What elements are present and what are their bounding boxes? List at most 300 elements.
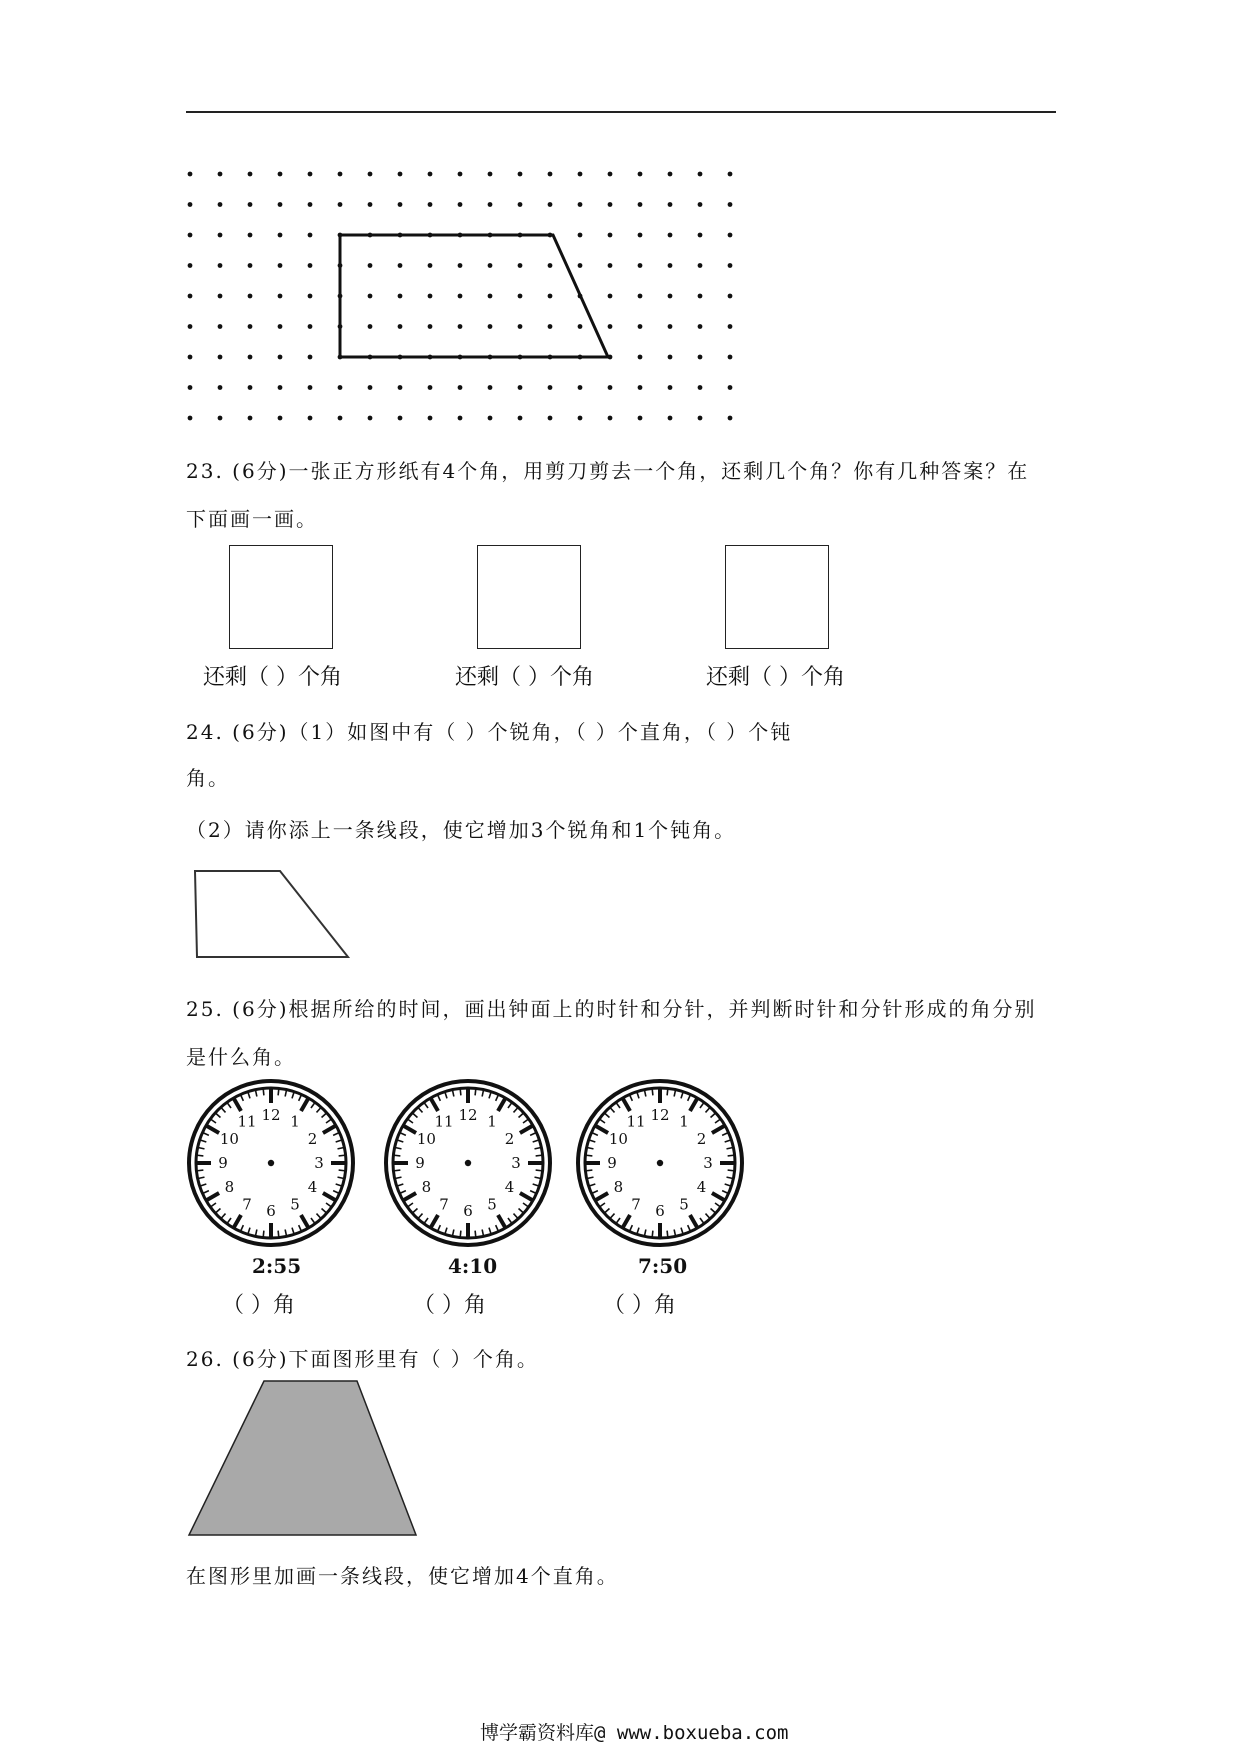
grid-dot: [218, 202, 223, 207]
grid-dot: [338, 172, 343, 177]
clock-numeral: 7: [242, 1195, 252, 1214]
minute-tick: [630, 1225, 632, 1230]
grid-dot: [398, 263, 403, 268]
grid-dot: [578, 385, 583, 390]
minute-tick: [588, 1148, 594, 1149]
minute-tick: [460, 1231, 461, 1237]
grid-dot: [248, 324, 253, 329]
clock-numeral: 5: [290, 1195, 300, 1214]
grid-dot: [668, 294, 673, 299]
minute-tick: [394, 1170, 400, 1171]
minute-tick: [475, 1231, 476, 1237]
clock-center-dot: [268, 1160, 274, 1166]
grid-dot: [518, 416, 523, 421]
clock-numeral: 9: [607, 1154, 617, 1172]
clock-answer-3: （ ）角: [603, 1293, 676, 1318]
q25-text-line1: 25. (6分)根据所给的时间，画出钟面上的时针和分针，并判断时针和分针形成的角分别: [186, 997, 1037, 1021]
minute-tick: [333, 1133, 338, 1135]
clock-numeral: 2: [504, 1130, 515, 1148]
clock-time-1: 2:55: [252, 1254, 302, 1278]
minute-tick: [418, 1108, 422, 1112]
minute-tick: [700, 1103, 704, 1108]
minute-tick: [460, 1089, 461, 1095]
minute-tick: [413, 1209, 417, 1213]
clock-numeral: 5: [487, 1195, 497, 1214]
grid-dot: [518, 324, 523, 329]
grid-dot: [728, 233, 733, 238]
grid-dot: [698, 202, 703, 207]
minute-tick: [475, 1089, 476, 1095]
clock-numeral: 11: [237, 1112, 257, 1131]
minute-tick: [228, 1218, 232, 1223]
grid-dot: [458, 172, 463, 177]
minute-tick: [201, 1184, 207, 1186]
clock-numeral: 2: [307, 1130, 318, 1148]
q23-answer-2: 还剩（ ）个角: [455, 665, 594, 690]
grid-dot: [338, 385, 343, 390]
grid-dot: [248, 202, 253, 207]
minute-tick: [617, 1218, 621, 1223]
minute-tick: [438, 1225, 440, 1230]
clock-numeral: 1: [679, 1112, 689, 1131]
minute-tick: [398, 1184, 404, 1186]
grid-dot: [638, 355, 643, 360]
grid-dot: [218, 385, 223, 390]
minute-tick: [445, 1228, 447, 1234]
grid-dot: [308, 294, 313, 299]
q23-text-line2: 下面画一画。: [186, 507, 318, 531]
grid-dot: [548, 202, 553, 207]
grid-dot: [428, 324, 433, 329]
grid-dot: [188, 385, 193, 390]
grid-dot: [398, 294, 403, 299]
minute-tick: [645, 1091, 646, 1097]
minute-tick: [322, 1209, 326, 1213]
hour-tick: [690, 1099, 697, 1111]
minute-tick: [519, 1113, 523, 1117]
minute-tick: [338, 1177, 344, 1178]
grid-dot: [668, 263, 673, 268]
minute-tick: [221, 1108, 225, 1112]
q23-text-line1: 23. (6分)一张正方形纸有4个角，用剪刀剪去一个角，还剩几个角？你有几种答案？在: [186, 459, 1030, 483]
minute-tick: [711, 1113, 715, 1117]
grid-dot: [308, 385, 313, 390]
hour-tick: [596, 1193, 608, 1200]
grid-dot: [698, 416, 703, 421]
minute-tick: [523, 1203, 528, 1207]
grid-dot: [548, 324, 553, 329]
clock-numeral: 8: [421, 1178, 432, 1196]
grid-dot: [398, 385, 403, 390]
grid-dot: [488, 263, 493, 268]
minute-tick: [617, 1103, 621, 1108]
clock-numeral: 3: [511, 1154, 521, 1172]
minute-tick: [514, 1214, 518, 1218]
minute-tick: [211, 1203, 216, 1207]
clock-numeral: 7: [439, 1195, 449, 1214]
minute-tick: [530, 1191, 535, 1193]
minute-tick: [278, 1089, 279, 1095]
minute-tick: [637, 1228, 639, 1234]
clock-numeral: 10: [416, 1130, 436, 1148]
minute-tick: [645, 1230, 646, 1236]
minute-tick: [586, 1155, 592, 1156]
minute-tick: [530, 1133, 535, 1135]
minute-tick: [688, 1095, 690, 1100]
minute-tick: [438, 1095, 440, 1100]
hour-tick: [520, 1126, 532, 1133]
q26-trapezoid-figure: [185, 1378, 425, 1538]
grid-dot: [638, 294, 643, 299]
grid-dot: [218, 416, 223, 421]
clock-numeral: 3: [314, 1154, 324, 1172]
minute-tick: [256, 1091, 257, 1097]
minute-tick: [418, 1214, 422, 1218]
grid-dot: [578, 172, 583, 177]
grid-dot: [428, 385, 433, 390]
minute-tick: [216, 1209, 220, 1213]
clock-center-dot: [657, 1160, 663, 1166]
grid-dot: [638, 385, 643, 390]
grid-dot: [278, 294, 283, 299]
minute-tick: [706, 1108, 710, 1112]
clock-face-3: [575, 1078, 745, 1248]
grid-dot: [638, 202, 643, 207]
clock-numeral: 10: [608, 1130, 628, 1148]
minute-tick: [674, 1091, 675, 1097]
minute-tick: [536, 1170, 542, 1171]
q24-text-line1: 24. (6分)（1）如图中有（ ）个锐角，（ ）个直角，（ ）个钝: [186, 720, 793, 744]
clock-numeral: 7: [631, 1195, 641, 1214]
minute-tick: [228, 1103, 232, 1108]
minute-tick: [394, 1155, 400, 1156]
grid-dot: [248, 294, 253, 299]
grid-dot: [278, 416, 283, 421]
grid-dot: [518, 385, 523, 390]
grid-dot: [458, 416, 463, 421]
grid-dot: [428, 172, 433, 177]
clock-numeral: 8: [613, 1178, 624, 1196]
dot-grid: [188, 172, 733, 421]
grid-dot: [488, 416, 493, 421]
grid-dot: [278, 263, 283, 268]
minute-tick: [610, 1108, 614, 1112]
q23-answer-3: 还剩（ ）个角: [706, 665, 845, 690]
hour-tick: [498, 1215, 505, 1227]
minute-tick: [496, 1095, 498, 1100]
grid-dot: [308, 355, 313, 360]
minute-tick: [533, 1184, 539, 1186]
q24-quadrilateral: [195, 871, 348, 957]
minute-tick: [588, 1177, 594, 1178]
grid-dot: [578, 324, 583, 329]
hour-tick: [623, 1215, 630, 1227]
minute-tick: [339, 1155, 345, 1156]
grid-dot: [458, 385, 463, 390]
minute-tick: [727, 1148, 733, 1149]
minute-tick: [396, 1148, 402, 1149]
minute-tick: [256, 1230, 257, 1236]
minute-tick: [722, 1133, 727, 1135]
q24-quadrilateral-figure: [190, 865, 360, 965]
grid-dot: [548, 416, 553, 421]
q26-text-line1: 26. (6分)下面图形里有（ ）个角。: [186, 1347, 539, 1371]
minute-tick: [489, 1093, 491, 1099]
grid-dot: [578, 233, 583, 238]
grid-dot: [668, 324, 673, 329]
minute-tick: [523, 1120, 528, 1124]
grid-dot: [428, 294, 433, 299]
minute-tick: [338, 1148, 344, 1149]
grid-dot: [218, 355, 223, 360]
clock-numeral: 4: [504, 1178, 515, 1196]
minute-tick: [715, 1203, 720, 1207]
grid-dot: [398, 416, 403, 421]
q26-trapezoid: [189, 1381, 416, 1535]
grid-dot: [608, 202, 613, 207]
grid-dot: [308, 202, 313, 207]
grid-dot: [398, 324, 403, 329]
grid-dot: [488, 202, 493, 207]
minute-tick: [482, 1091, 483, 1097]
minute-tick: [326, 1120, 331, 1124]
clock-numeral: 4: [696, 1178, 707, 1196]
grid-dot: [638, 172, 643, 177]
grid-dot: [698, 385, 703, 390]
hour-tick: [323, 1126, 335, 1133]
clock-numeral: 1: [487, 1112, 497, 1131]
hour-tick: [596, 1126, 608, 1133]
hour-tick: [623, 1099, 630, 1111]
clock-numeral: 6: [655, 1202, 665, 1220]
grid-dot: [698, 324, 703, 329]
minute-tick: [535, 1148, 541, 1149]
grid-dot: [188, 263, 193, 268]
clock-numeral: 12: [650, 1106, 670, 1124]
minute-tick: [263, 1089, 264, 1095]
hour-tick: [498, 1099, 505, 1111]
minute-tick: [199, 1177, 205, 1178]
minute-tick: [216, 1113, 220, 1117]
minute-tick: [322, 1113, 326, 1117]
clock-time-3: 7:50: [638, 1254, 688, 1278]
clock-face-1: [186, 1078, 356, 1248]
minute-tick: [600, 1203, 605, 1207]
footer-watermark: 博学霸资料库@ www.boxueba.com: [480, 1722, 789, 1744]
minute-tick: [586, 1170, 592, 1171]
grid-dot: [668, 202, 673, 207]
grid-dot: [188, 172, 193, 177]
grid-dot: [368, 172, 373, 177]
grid-dot: [608, 324, 613, 329]
grid-dot: [188, 294, 193, 299]
minute-tick: [285, 1091, 286, 1097]
grid-dot: [578, 416, 583, 421]
minute-tick: [425, 1103, 429, 1108]
clock-time-2: 4:10: [448, 1254, 498, 1278]
grid-dot: [728, 263, 733, 268]
grid-dot: [218, 172, 223, 177]
grid-dot: [668, 355, 673, 360]
hour-tick: [404, 1126, 416, 1133]
hour-tick: [712, 1126, 724, 1133]
hour-tick: [712, 1193, 724, 1200]
minute-tick: [413, 1113, 417, 1117]
grid-dot: [428, 263, 433, 268]
minute-tick: [728, 1155, 734, 1156]
grid-dot: [548, 294, 553, 299]
grid-dot: [518, 202, 523, 207]
grid-dot: [368, 263, 373, 268]
minute-tick: [727, 1177, 733, 1178]
grid-dot: [278, 202, 283, 207]
minute-tick: [336, 1184, 342, 1186]
hour-tick: [520, 1193, 532, 1200]
grid-dot: [458, 263, 463, 268]
grid-dot: [698, 263, 703, 268]
grid-dot: [668, 385, 673, 390]
grid-dot: [488, 324, 493, 329]
minute-tick: [630, 1095, 632, 1100]
minute-tick: [396, 1177, 402, 1178]
grid-dot: [548, 263, 553, 268]
grid-dot: [608, 263, 613, 268]
minute-tick: [610, 1214, 614, 1218]
grid-dot: [728, 202, 733, 207]
grid-dot: [578, 263, 583, 268]
minute-tick: [248, 1228, 250, 1234]
grid-dot: [278, 233, 283, 238]
grid-dot: [458, 324, 463, 329]
minute-tick: [496, 1225, 498, 1230]
grid-dot: [218, 294, 223, 299]
minute-tick: [317, 1214, 321, 1218]
grid-dot: [278, 172, 283, 177]
minute-tick: [339, 1170, 345, 1171]
hour-tick: [301, 1099, 308, 1111]
grid-dot: [638, 416, 643, 421]
minute-tick: [706, 1214, 710, 1218]
minute-tick: [197, 1155, 203, 1156]
minute-tick: [292, 1228, 294, 1234]
grid-dot: [398, 202, 403, 207]
grid-dot: [548, 385, 553, 390]
minute-tick: [408, 1120, 413, 1124]
grid-dot: [338, 202, 343, 207]
grid-dot: [608, 233, 613, 238]
grid-dot: [488, 385, 493, 390]
grid-dot: [458, 202, 463, 207]
minute-tick: [652, 1231, 653, 1237]
clock-numeral: 8: [224, 1178, 235, 1196]
grid-dot: [278, 385, 283, 390]
header-rule: [186, 111, 1056, 113]
grid-dot: [278, 355, 283, 360]
q24-text-line2: 角。: [186, 766, 230, 790]
grid-dot: [218, 263, 223, 268]
minute-tick: [592, 1191, 597, 1193]
hour-tick: [207, 1126, 219, 1133]
minute-tick: [489, 1228, 491, 1234]
grid-dot: [368, 385, 373, 390]
minute-tick: [336, 1140, 342, 1142]
minute-tick: [725, 1140, 731, 1142]
minute-tick: [533, 1140, 539, 1142]
grid-dot: [248, 385, 253, 390]
clock-numeral: 5: [679, 1195, 689, 1214]
grid-dot: [368, 202, 373, 207]
q24-text-line3: （2）请你添上一条线段，使它增加3个锐角和1个钝角。: [186, 818, 737, 842]
grid-dot: [638, 324, 643, 329]
minute-tick: [203, 1191, 208, 1193]
minute-tick: [535, 1177, 541, 1178]
minute-tick: [425, 1218, 429, 1223]
minute-tick: [311, 1218, 315, 1223]
grid-trapezoid: [340, 235, 608, 357]
minute-tick: [311, 1103, 315, 1108]
minute-tick: [700, 1218, 704, 1223]
minute-tick: [514, 1108, 518, 1112]
minute-tick: [715, 1120, 720, 1124]
clock-numeral: 10: [219, 1130, 239, 1148]
minute-tick: [592, 1133, 597, 1135]
minute-tick: [197, 1170, 203, 1171]
grid-dot: [698, 355, 703, 360]
minute-tick: [211, 1120, 216, 1124]
minute-tick: [637, 1093, 639, 1099]
grid-dot: [698, 294, 703, 299]
hour-tick: [207, 1193, 219, 1200]
q26-text-line2: 在图形里加画一条线段，使它增加4个直角。: [186, 1564, 619, 1588]
clock-numeral: 9: [218, 1154, 228, 1172]
minute-tick: [285, 1230, 286, 1236]
grid-dot: [278, 324, 283, 329]
minute-tick: [605, 1209, 609, 1213]
grid-dot: [518, 263, 523, 268]
grid-dot: [488, 294, 493, 299]
minute-tick: [263, 1231, 264, 1237]
minute-tick: [674, 1230, 675, 1236]
clock-numeral: 6: [266, 1202, 276, 1220]
minute-tick: [482, 1230, 483, 1236]
clock-face-2: [383, 1078, 553, 1248]
minute-tick: [453, 1091, 454, 1097]
minute-tick: [728, 1170, 734, 1171]
grid-dot: [518, 294, 523, 299]
grid-dot: [638, 233, 643, 238]
grid-dot: [698, 172, 703, 177]
grid-dot: [428, 416, 433, 421]
hour-tick: [301, 1215, 308, 1227]
clock-numeral: 11: [626, 1112, 646, 1131]
grid-dot: [458, 294, 463, 299]
minute-tick: [605, 1113, 609, 1117]
grid-dot: [218, 233, 223, 238]
minute-tick: [652, 1089, 653, 1095]
minute-tick: [536, 1155, 542, 1156]
minute-tick: [241, 1225, 243, 1230]
grid-dot: [248, 355, 253, 360]
grid-dot: [188, 324, 193, 329]
minute-tick: [299, 1095, 301, 1100]
minute-tick: [519, 1209, 523, 1213]
clock-numeral: 11: [434, 1112, 454, 1131]
grid-dot: [308, 263, 313, 268]
minute-tick: [725, 1184, 731, 1186]
grid-dot: [188, 233, 193, 238]
minute-tick: [248, 1093, 250, 1099]
clock-center-dot: [465, 1160, 471, 1166]
